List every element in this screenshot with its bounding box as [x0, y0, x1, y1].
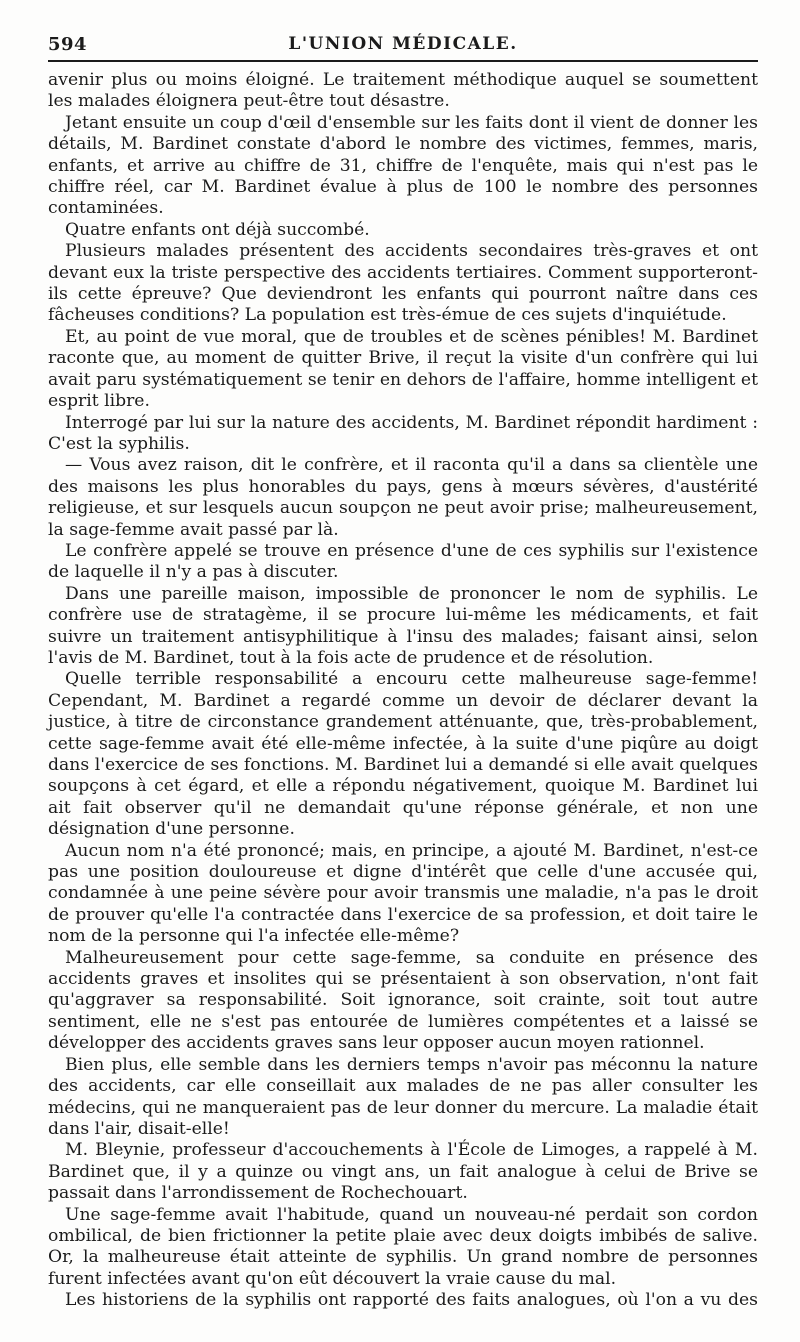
paragraph: Jetant ensuite un coup d'œil d'ensemble sur les faits dont il vient de donner les détails, M. Bardinet constate d'abord le nombre des victimes, femmes, maris, enfants, et arrive au chiffre de 31, chiffre de l'enquête, mais qui n'est pas le chiffre réel, car M. Bardinet évalue à plus de 100 le nombre des personnes contaminées.	[48, 112, 758, 219]
paragraph: avenir plus ou moins éloigné. Le traitement méthodique auquel se soumettent les malades éloignera peut-être tout désastre.	[48, 70, 758, 112]
paragraph: Malheureusement pour cette sage-femme, sa conduite en présence des accidents graves et insolites qui se présentaient à son observation, n'ont fait qu'aggraver sa responsabilité. Soit ignorance, soit crainte, soit tout autre sentiment, elle ne s'est pas entourée de lumières compétentes et a laissé se développer des accidents graves sans leur opposer aucun moyen rationnel.	[48, 947, 758, 1054]
paragraph: Quatre enfants ont déjà succombé.	[65, 219, 370, 240]
paragraph: Interrogé par lui sur la nature des accidents, M. Bardinet répondit hardiment : C'est la syphilis.	[48, 412, 758, 454]
paragraph: Et, au point de vue moral, que de troubles et de scènes pénibles! M. Bardinet raconte que, au moment de quitter Brive, il reçut la visite d'un confrère qui lui avait paru systématiquement se tenir en dehors de l'affaire, homme intelligent et esprit libre.	[48, 326, 758, 412]
paragraph: — Vous avez raison, dit le confrère, et il raconta qu'il a dans sa clientèle une des maisons les plus honorables du pays, gens à mœurs sévères, d'austérité religieuse, et sur lesquels aucun soupçon ne peut avoir prise; malheureusement, la sage-femme avait passé par là.	[48, 455, 758, 540]
paragraph: Plusieurs malades présentent des accidents secondaires très-graves et ont devant eux la triste perspective des accidents tertiaires. Comment supporteront-ils cette épreuve? Que deviendront les enfants qui pourront naître dans ces fâcheuses conditions? La population est très-émue de ces sujets d'inquiétude.	[48, 241, 758, 326]
article-body	[48, 70, 758, 1312]
paragraph: M. Bleynie, professeur d'accouchements à l'École de Limoges, a rappelé à M. Bardinet que, il y a quinze ou vingt ans, un fait analogue à celui de Brive se passait dans l'arrondissement de Rochechouart.	[48, 1140, 758, 1204]
paragraph: Quelle terrible responsabilité a encouru cette malheureuse sage-femme! Cependant, M. Bardinet a regardé comme un devoir de déclarer devant la justice, à titre de circonstance grandement atténuante, que, très-probablement, cette sage-femme avait été elle-même infectée, à la suite d'une piqûre au doigt dans l'exercice de ses fonctions. M. Bardinet lui a demandé si elle avait quelques soupçons à cet égard, et elle a répondu négativement, quoique M. Bardinet lui ait fait observer qu'il ne demandait qu'une réponse générale, et non une désignation d'une personne.	[48, 669, 758, 840]
paragraph: Dans une pareille maison, impossible de prononcer le nom de syphilis. Le confrère use de stratagème, il se procure lui-même les médicaments, et fait suivre un traitement antisyphilitique à l'insu des malades; faisant ainsi, selon l'avis de M. Bardinet, tout à la fois acte de prudence et de résolution.	[48, 583, 758, 668]
page-number: 594	[48, 34, 88, 55]
journal-title: L'UNION MÉDICALE.	[288, 34, 518, 54]
paragraph: Une sage-femme avait l'habitude, quand un nouveau-né perdait son cordon ombilical, de bien frictionner la petite plaie avec deux doigts imbibés de salive. Or, la malheureuse était atteinte de syphilis. Un grand nombre de personnes furent infectées avant qu'on eût découvert la vraie cause du mal.	[48, 1204, 758, 1289]
paragraph: Le confrère appelé se trouve en présence d'une de ces syphilis sur l'existence de laquelle il n'y a pas à discuter.	[48, 540, 758, 583]
running-head	[48, 26, 758, 62]
paragraph: Les historiens de la syphilis ont rapporté des faits analogues, où l'on a vu des	[65, 1290, 758, 1311]
paragraph: Bien plus, elle semble dans les derniers temps n'avoir pas méconnu la nature des accidents, car elle conseillait aux malades de ne pas aller consulter les médecins, qui ne manqueraient pas de leur donner du mercure. La maladie était dans l'air, disait-elle!	[48, 1054, 758, 1139]
paragraph: Aucun nom n'a été prononcé; mais, en principe, a ajouté M. Bardinet, n'est-ce pas une position douloureuse et digne d'intérêt que celle d'une accusée qui, condamnée à une peine sévère pour avoir transmis une maladie, n'a pas le droit de prouver qu'elle l'a contractée dans l'exercice de sa profession, et doit taire le nom de la personne qui l'a infectée elle-même?	[48, 840, 758, 947]
